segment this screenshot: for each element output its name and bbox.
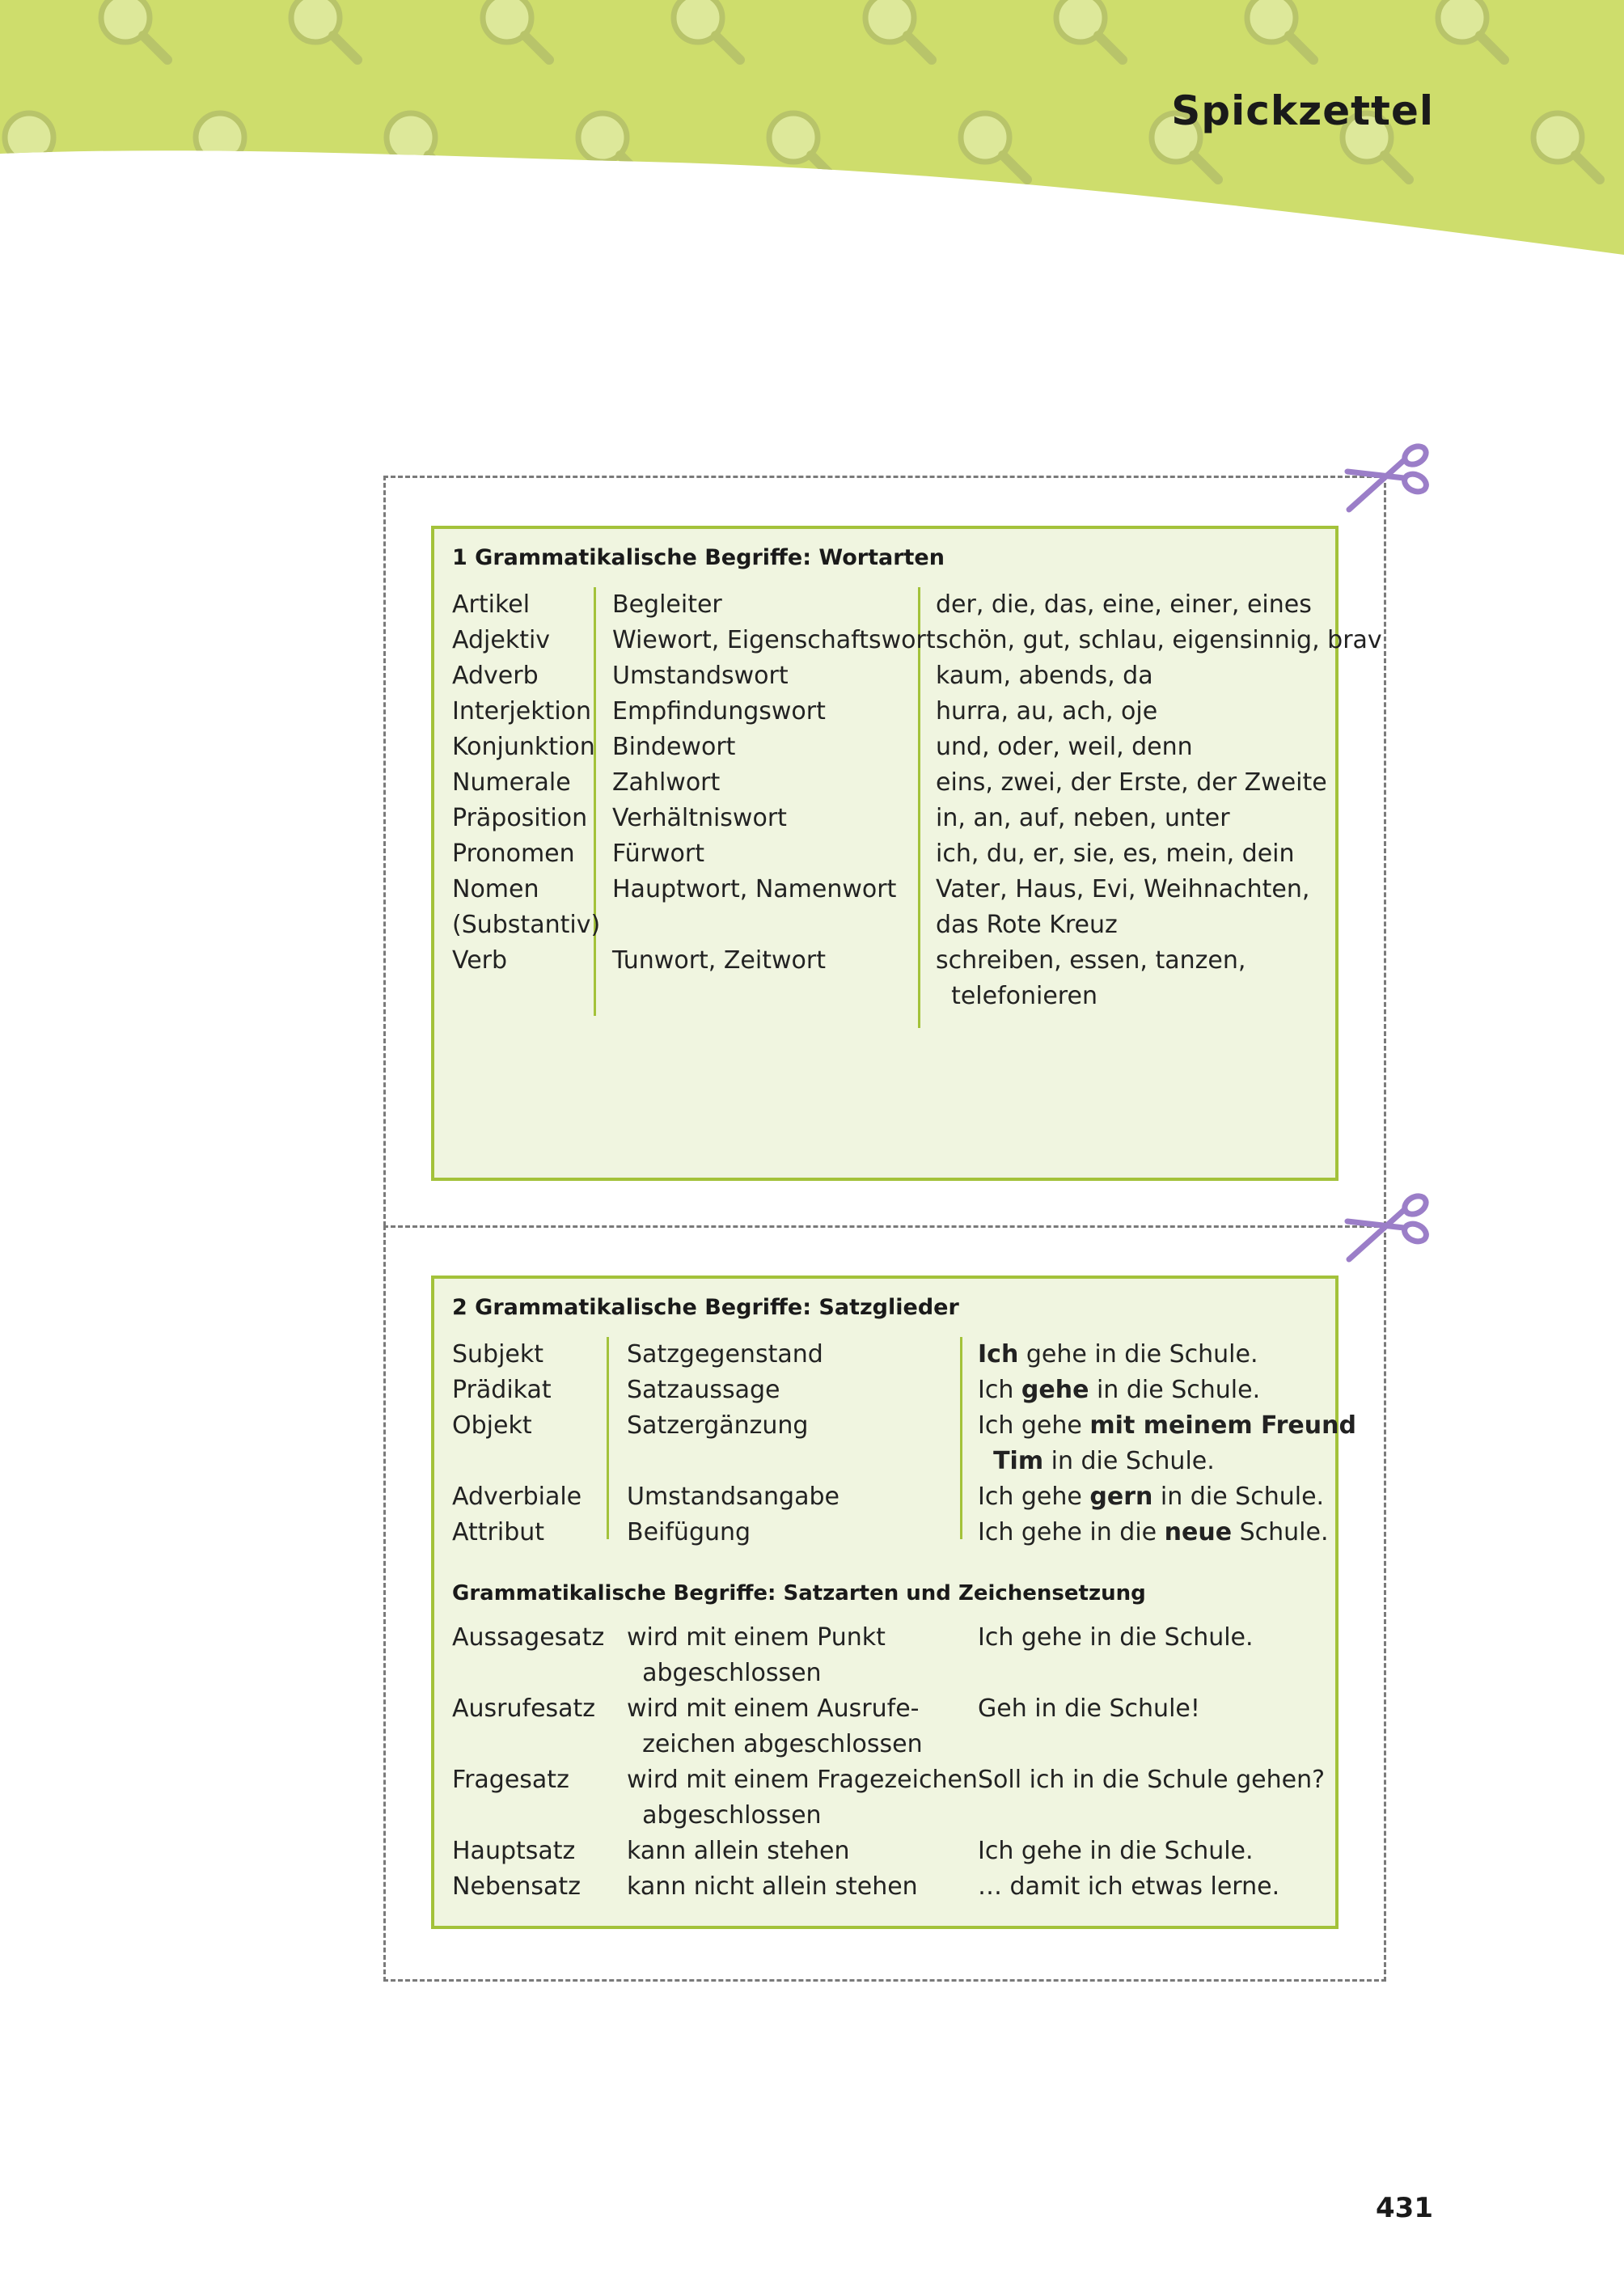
table-row: Adverbiale	[452, 1483, 582, 1511]
table-row: abgeschlossen	[627, 1659, 822, 1687]
table-row: Ich gehe in die Schule.	[978, 1837, 1254, 1865]
table-row: Hauptwort, Namenwort	[612, 875, 897, 903]
table-row: wird mit einem Fragezeichen	[627, 1766, 978, 1794]
table-row: Interjektion	[452, 697, 592, 726]
scissors-icon	[1341, 1182, 1438, 1271]
table-row: Numerale	[452, 768, 571, 797]
table-row: Satzgegenstand	[627, 1340, 823, 1369]
page-number: 431	[1376, 2192, 1433, 2224]
table-row: kann allein stehen	[627, 1837, 850, 1865]
table-row: schreiben, essen, tanzen,	[936, 946, 1246, 975]
table-row: Ich gehe gern in die Schule.	[978, 1483, 1325, 1511]
table-row: Ich gehe in die Schule.	[978, 1376, 1261, 1404]
card-subtitle: Grammatikalische Begriffe: Satzarten und Zeichensetzung	[452, 1581, 1146, 1606]
table-row: der, die, das, eine, einer, eines	[936, 590, 1312, 619]
table-row: kaum, abends, da	[936, 662, 1153, 690]
table-row: Hauptsatz	[452, 1837, 576, 1865]
table-row: Empfindungswort	[612, 697, 826, 726]
table-row: … damit ich etwas lerne.	[978, 1872, 1280, 1901]
table-row: Attribut	[452, 1518, 545, 1546]
table-row: Konjunktion	[452, 733, 595, 761]
table-row: wird mit einem Punkt	[627, 1623, 886, 1652]
table-row: das Rote Kreuz	[936, 911, 1118, 939]
table-row: Nomen	[452, 875, 539, 903]
table-row: Tim in die Schule.	[993, 1447, 1215, 1475]
table-row: Vater, Haus, Evi, Weihnachten,	[936, 875, 1310, 903]
table-row: telefonieren	[936, 982, 1097, 1010]
table-row: zeichen abgeschlossen	[627, 1730, 923, 1758]
table-row: Ich gehe in die Schule.	[978, 1340, 1258, 1369]
table-row: Zahlwort	[612, 768, 721, 797]
table-row: und, oder, weil, denn	[936, 733, 1193, 761]
table-row: Prädikat	[452, 1376, 552, 1404]
page-title: Spickzettel	[1171, 87, 1434, 134]
table-row: Adjektiv	[452, 626, 551, 654]
card-satzglieder	[431, 1276, 1356, 1929]
scissors-icon	[1341, 433, 1438, 522]
table-row: Soll ich in die Schule gehen?	[978, 1766, 1326, 1794]
table-row: Umstandswort	[612, 662, 789, 690]
table-row: Pronomen	[452, 840, 575, 868]
card-title: 1 Grammatikalische Begriffe: Wortarten	[452, 545, 945, 570]
column-divider	[607, 1337, 609, 1539]
table-row: Ich gehe in die neue Schule.	[978, 1518, 1329, 1546]
table-row: Fürwort	[612, 840, 704, 868]
table-row: Geh in die Schule!	[978, 1694, 1200, 1723]
card-wortarten	[431, 526, 1382, 1181]
table-row: Verb	[452, 946, 508, 975]
table-row: Adverb	[452, 662, 539, 690]
table-row: Bindewort	[612, 733, 736, 761]
table-row: Satzaussage	[627, 1376, 780, 1404]
column-divider	[594, 587, 596, 1016]
table-row: Begleiter	[612, 590, 722, 619]
table-row: abgeschlossen	[627, 1801, 822, 1830]
table-row: wird mit einem Ausrufe-	[627, 1694, 920, 1723]
table-row: Fragesatz	[452, 1766, 569, 1794]
table-row: Ich gehe in die Schule.	[978, 1623, 1254, 1652]
table-row: hurra, au, ach, oje	[936, 697, 1158, 726]
card-title: 2 Grammatikalische Begriffe: Satzglieder	[452, 1295, 959, 1320]
table-row: Umstandsangabe	[627, 1483, 839, 1511]
table-row: Objekt	[452, 1411, 532, 1440]
table-row: Wiewort, Eigenschaftswort	[612, 626, 936, 654]
table-row: Nebensatz	[452, 1872, 581, 1901]
table-row: Ausrufesatz	[452, 1694, 596, 1723]
table-row: (Substantiv)	[452, 911, 601, 939]
column-divider	[960, 1337, 962, 1539]
table-row: kann nicht allein stehen	[627, 1872, 918, 1901]
table-row: eins, zwei, der Erste, der Zweite	[936, 768, 1327, 797]
table-row: Präposition	[452, 804, 588, 832]
table-row: Ich gehe mit meinem Freund	[978, 1411, 1356, 1440]
table-row: ich, du, er, sie, es, mein, dein	[936, 840, 1295, 868]
table-row: Artikel	[452, 590, 531, 619]
table-row: Subjekt	[452, 1340, 544, 1369]
table-row: Verhältniswort	[612, 804, 787, 832]
header-banner	[0, 0, 1624, 267]
table-row: Aussagesatz	[452, 1623, 605, 1652]
table-row: Satzergänzung	[627, 1411, 809, 1440]
table-row: schön, gut, schlau, eigensinnig, brav	[936, 626, 1382, 654]
table-row: Tunwort, Zeitwort	[612, 946, 826, 975]
table-row: in, an, auf, neben, unter	[936, 804, 1230, 832]
table-row: Beifügung	[627, 1518, 751, 1546]
